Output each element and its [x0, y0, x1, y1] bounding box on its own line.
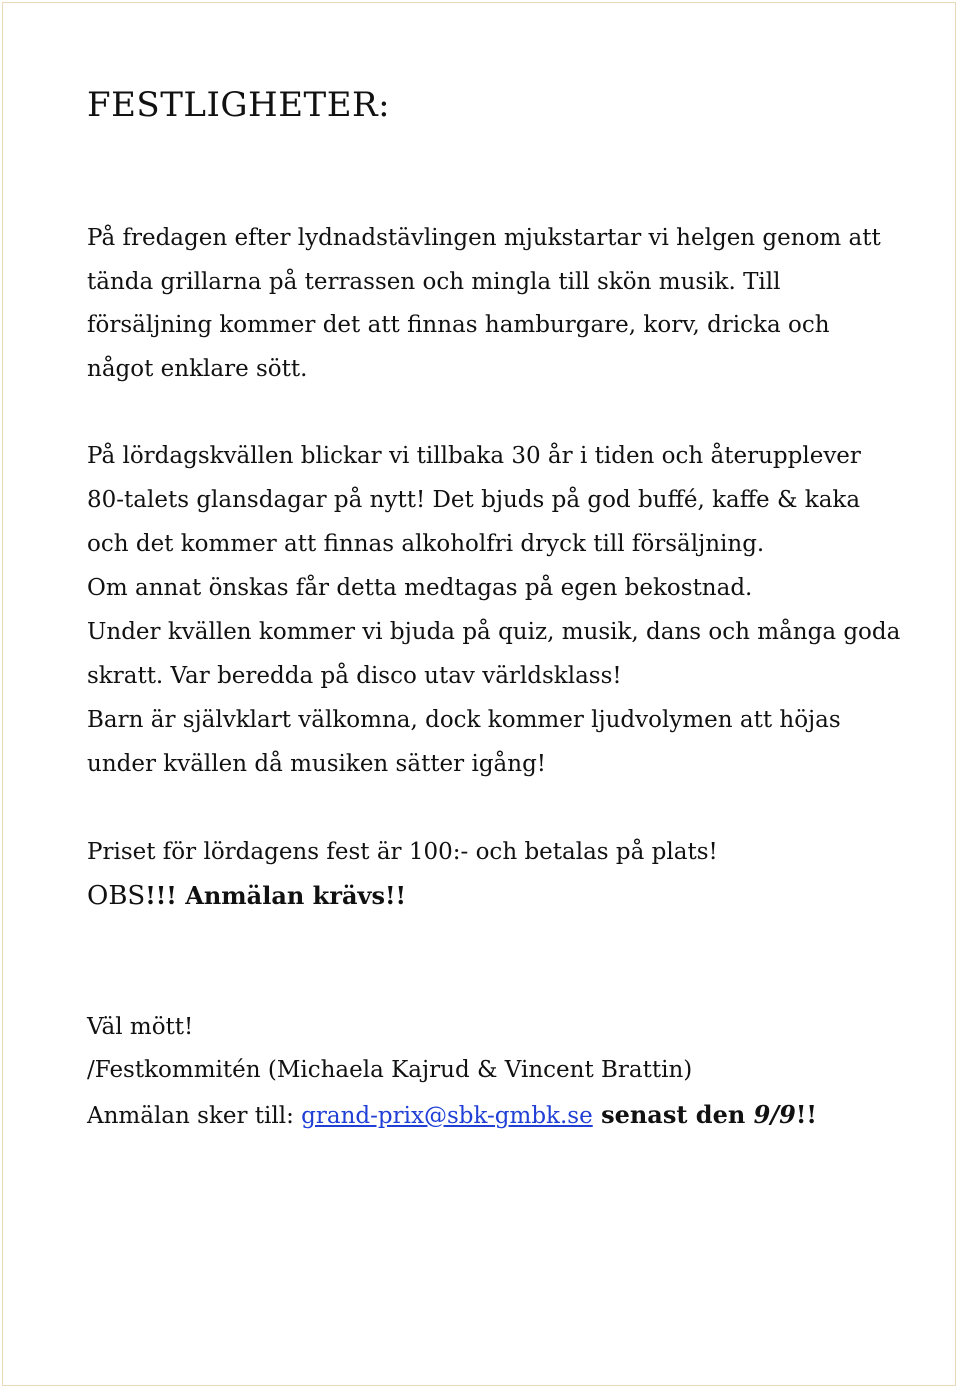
paragraph-line: tända grillarna på terrassen och mingla till skön musik. Till — [87, 269, 781, 295]
paragraph-line: och det kommer att finnas alkoholfri dryck till försäljning. — [87, 531, 765, 557]
deadline-text: senast den — [592, 1100, 754, 1129]
paragraph-line: På fredagen efter lydnadstävlingen mjukstartar vi helgen genom att — [87, 225, 881, 251]
email-link[interactable]: grand-prix@sbk-gmbk.se — [301, 1103, 593, 1129]
obs-label: OBS — [87, 881, 146, 911]
paragraph-line: På lördagskvällen blickar vi tillbaka 30 år i tiden och återupplever — [87, 443, 861, 469]
welcome-line: Väl mött! — [87, 1014, 194, 1040]
document-page — [2, 2, 956, 1386]
paragraph-line: Barn är självklart välkomna, dock kommer ljudvolymen att höjas — [87, 707, 841, 733]
deadline-date: 9/9 — [753, 1100, 796, 1129]
paragraph-line: Om annat önskas får detta medtagas på egen bekostnad. — [87, 575, 753, 601]
paragraph-line: Under kvällen kommer vi bjuda på quiz, musik, dans och många goda — [87, 619, 901, 645]
price-line: Priset för lördagens fest är 100:- och betalas på plats! — [87, 839, 718, 865]
signup-prefix: Anmälan sker till: — [87, 1103, 302, 1129]
paragraph-line: under kvällen då musiken sätter igång! — [87, 751, 547, 777]
committee-line: /Festkommitén (Michaela Kajrud & Vincent Brattin) — [87, 1057, 693, 1083]
page-title: FESTLIGHETER: — [87, 85, 391, 125]
paragraph-line: försäljning kommer det att finnas hamburgare, korv, dricka och — [87, 312, 830, 338]
paragraph-line: något enklare sött. — [87, 356, 308, 382]
paragraph-line: 80-talets glansdagar på nytt! Det bjuds på god buffé, kaffe & kaka — [87, 487, 861, 513]
signup-line — [87, 1100, 817, 1129]
obs-line — [87, 883, 406, 909]
obs-note: !!! Anmälan krävs!! — [145, 881, 407, 910]
deadline-suffix: !! — [795, 1100, 817, 1129]
paragraph-line: skratt. Var beredda på disco utav världsklass! — [87, 663, 622, 689]
